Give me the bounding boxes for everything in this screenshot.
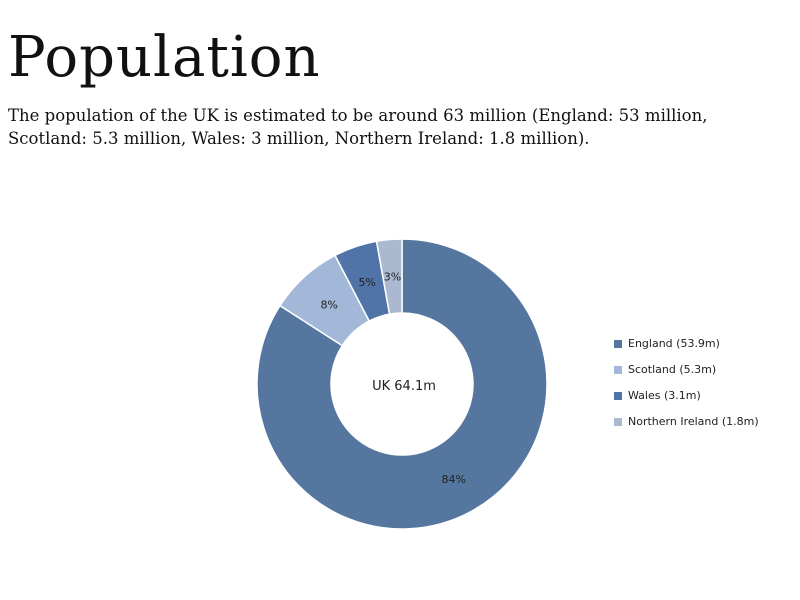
legend-swatch [614,418,622,426]
legend-label: Wales (3.1m) [628,389,701,402]
percent-label-northern-ireland: 3% [383,270,402,284]
legend-item-scotland [614,363,759,389]
percent-label-scotland: 8% [320,298,338,312]
legend-item-wales [614,389,759,415]
legend-label: England (53.9m) [628,337,720,350]
legend-swatch [614,340,622,348]
legend-label: Northern Ireland (1.8m) [628,415,759,428]
percent-label-wales: 5% [358,275,376,289]
page-title: Population [8,25,321,90]
legend-swatch [614,392,622,400]
legend-swatch [614,366,622,374]
page-subtitle: The population of the UK is estimated to be around 63 million (England: 53 million, Scotland: 5.3 million, Wales: 3 million, Northern Ireland: 1.8 million). [8,106,708,148]
legend-item-england [614,337,759,363]
center-label: UK 64.1m [372,379,436,394]
legend-label: Scotland (5.3m) [628,363,717,376]
percent-label-england: 84% [441,472,466,486]
legend-item-northern-ireland [614,415,759,441]
chart-legend [614,337,759,441]
